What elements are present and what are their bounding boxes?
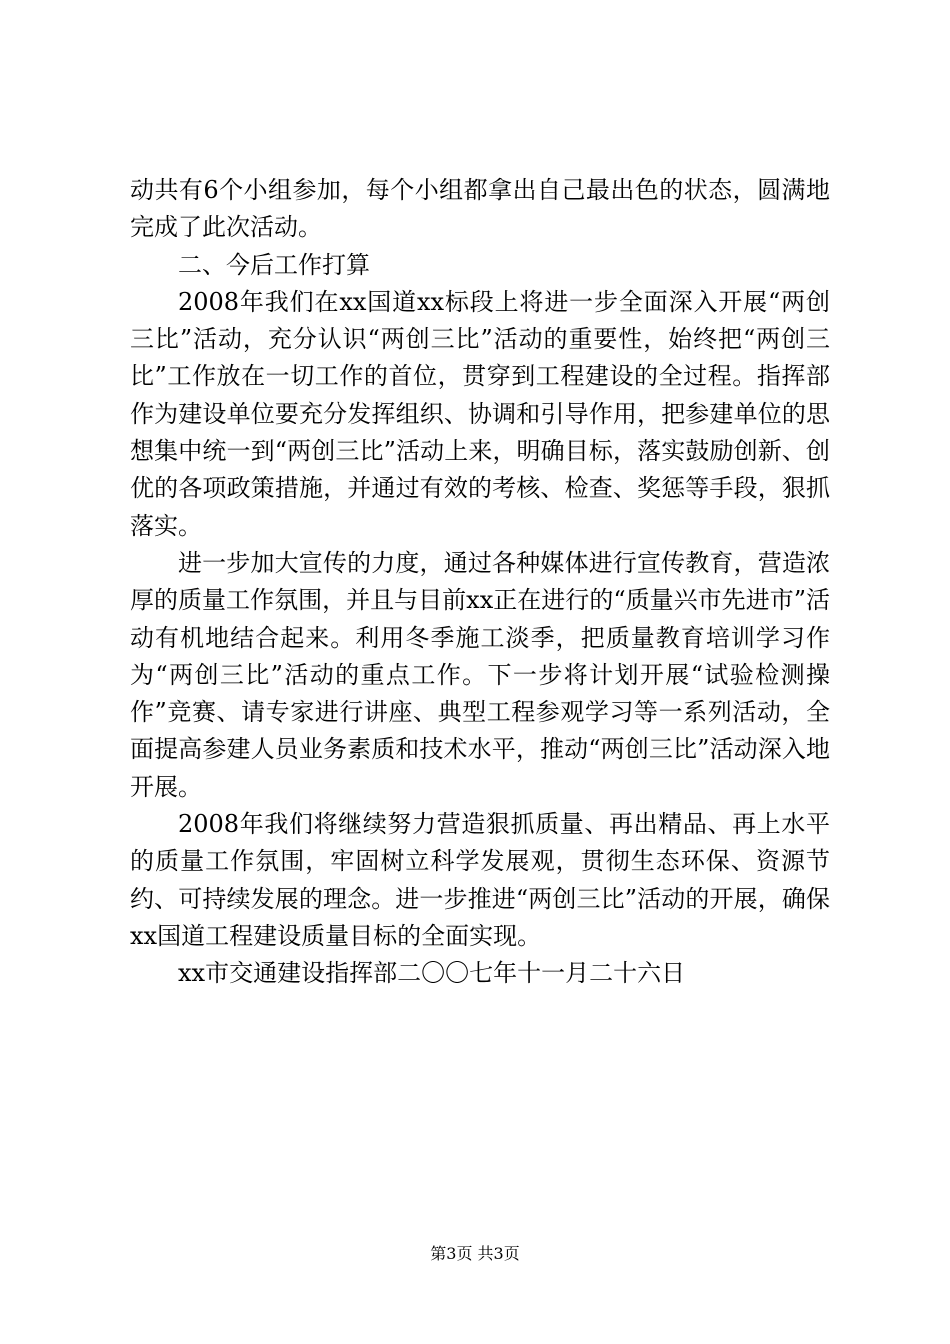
paragraph-2008-goals: 2008年我们将继续努力营造狠抓质量、再出精品、再上水平的质量工作氛围，牢固树立科学发展观，贯彻生态环保、资源节约、可持续发展的理念。进一步推进“两创三比”活动的开展，确保xx国道工程建设质量目标的全面实现。 — [130, 810, 830, 950]
paragraph-2008-plan: 2008年我们在xx国道xx标段上将进一步全面深入开展“两创三比”活动，充分认识“两创三比”活动的重要性，始终把“两创三比”工作放在一切工作的首位，贯穿到工程建设的全过程。指挥部作为建设单位要充分发挥组织、协调和引导作用，把参建单位的思想集中统一到“两创三比”活动上来，明确目标，落实鼓励创新、创优的各项政策措施，并通过有效的考核、检查、奖惩等手段，狠抓落实。 — [130, 287, 830, 540]
paragraph-publicity: 进一步加大宣传的力度，通过各种媒体进行宣传教育，营造浓厚的质量工作氛围，并且与目前xx正在进行的“质量兴市先进市”活动有机地结合起来。利用冬季施工淡季，把质量教育培训学习作为“两创三比”活动的重点工作。下一步将计划开展“试验检测操作”竞赛、请专家进行讲座、典型工程参观学习等一系列活动，全面提高参建人员业务素质和技术水平，推动“两创三比”活动深入地开展。 — [130, 548, 830, 801]
document-body — [130, 172, 830, 993]
paragraph-activity-summary: 动共有6个小组参加，每个小组都拿出自己最出色的状态，圆满地完成了此次活动。 — [130, 176, 830, 242]
signature-line: xx市交通建设指挥部二〇〇七年十一月二十六日 — [178, 959, 686, 988]
section-heading-future-plan: 二、今后工作打算 — [178, 250, 370, 279]
page-number-footer: 第3页 共3页 — [430, 1244, 520, 1263]
